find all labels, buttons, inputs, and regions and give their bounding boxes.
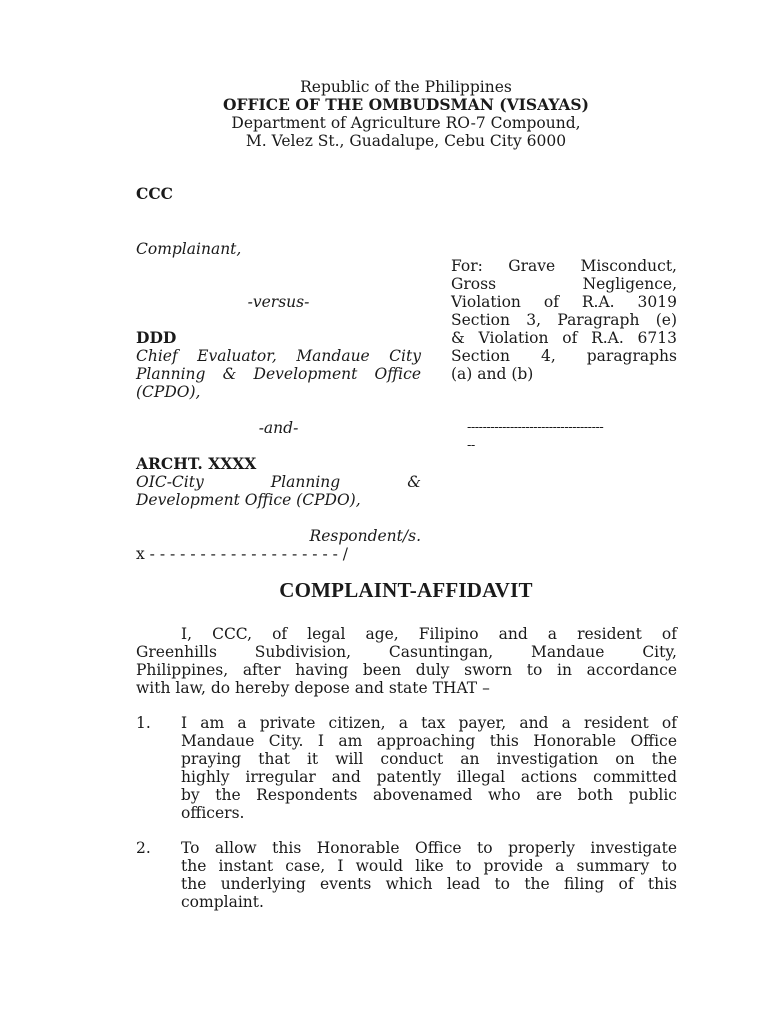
respondent2-desc-line: OIC-City Planning & [136, 473, 421, 491]
header-address-2: M. Velez St., Guadalupe, Cebu City 6000 [245, 132, 567, 150]
header-address-1: Department of Agriculture RO-7 Compound, [231, 114, 581, 132]
charges-line: Section 3, Paragraph (e) [451, 311, 677, 329]
item-line: by the Respondents abovenamed who are both public [181, 786, 677, 804]
charges-line: Section 4, paragraphs [451, 347, 677, 365]
complainant-label: Complainant, [136, 240, 242, 258]
and-label: -and- [258, 419, 299, 437]
item-line: I am a private citizen, a tax payer, and a resident of [181, 714, 677, 732]
respondent1-desc-line: Chief Evaluator, Mandaue City [136, 347, 421, 365]
intro-paragraph [136, 625, 677, 697]
respondent1-desc-line: (CPDO), [136, 383, 201, 401]
intro-line: with law, do hereby depose and state THAT – [136, 679, 490, 697]
respondent1-description [136, 347, 421, 401]
case-number-line-1: ----------------------------------- [467, 420, 604, 435]
charges-line: & Violation of R.A. 6713 [451, 329, 677, 347]
caption-separator: x - - - - - - - - - - - - - - - - - - - / [136, 545, 349, 563]
header-office: OFFICE OF THE OMBUDSMAN (VISAYAS) [223, 95, 589, 114]
letterhead [0, 78, 768, 150]
charges-line: (a) and (b) [451, 365, 534, 383]
header-republic: Republic of the Philippines [300, 78, 512, 96]
item-line: Mandaue City. I am approaching this Honorable Office [181, 732, 677, 750]
item-line: To allow this Honorable Office to properly investigate [181, 839, 677, 857]
item-2-text [181, 839, 677, 911]
charges-line: Gross Negligence, [451, 275, 677, 293]
respondent2-desc-line: Development Office (CPDO), [136, 491, 361, 509]
respondent-label: Respondent/s. [309, 527, 421, 545]
item-1-text [181, 714, 677, 822]
item-line: praying that it will conduct an investigation on the [181, 750, 677, 768]
intro-line: Greenhills Subdivision, Casuntingan, Mandaue City, [136, 643, 677, 661]
item-line: the instant case, I would like to provide a summary to [181, 857, 677, 875]
intro-line: Philippines, after having been duly sworn to in accordance [136, 661, 677, 679]
item-2-number: 2. [136, 839, 151, 857]
item-line: officers. [181, 804, 245, 822]
charges-block [451, 257, 677, 383]
respondent2-name: ARCHT. XXXX [136, 454, 257, 473]
charges-line: For: Grave Misconduct, [451, 257, 677, 275]
intro-line: I, CCC, of legal age, Filipino and a resident of [181, 625, 677, 643]
respondent1-desc-line: Planning & Development Office [136, 365, 421, 383]
item-line: the underlying events which lead to the filing of this [181, 875, 677, 893]
complainant-name: CCC [136, 184, 174, 203]
item-1-number: 1. [136, 714, 151, 732]
respondent2-description [136, 473, 421, 509]
charges-line: Violation of R.A. 3019 [451, 293, 677, 311]
item-line: complaint. [181, 893, 264, 911]
item-line: highly irregular and patently illegal actions committed [181, 768, 677, 786]
document-title: COMPLAINT-AFFIDAVIT [279, 578, 533, 602]
versus-label: -versus- [247, 293, 310, 311]
case-number-line-2: -- [467, 438, 475, 453]
respondent1-name: DDD [136, 328, 177, 347]
